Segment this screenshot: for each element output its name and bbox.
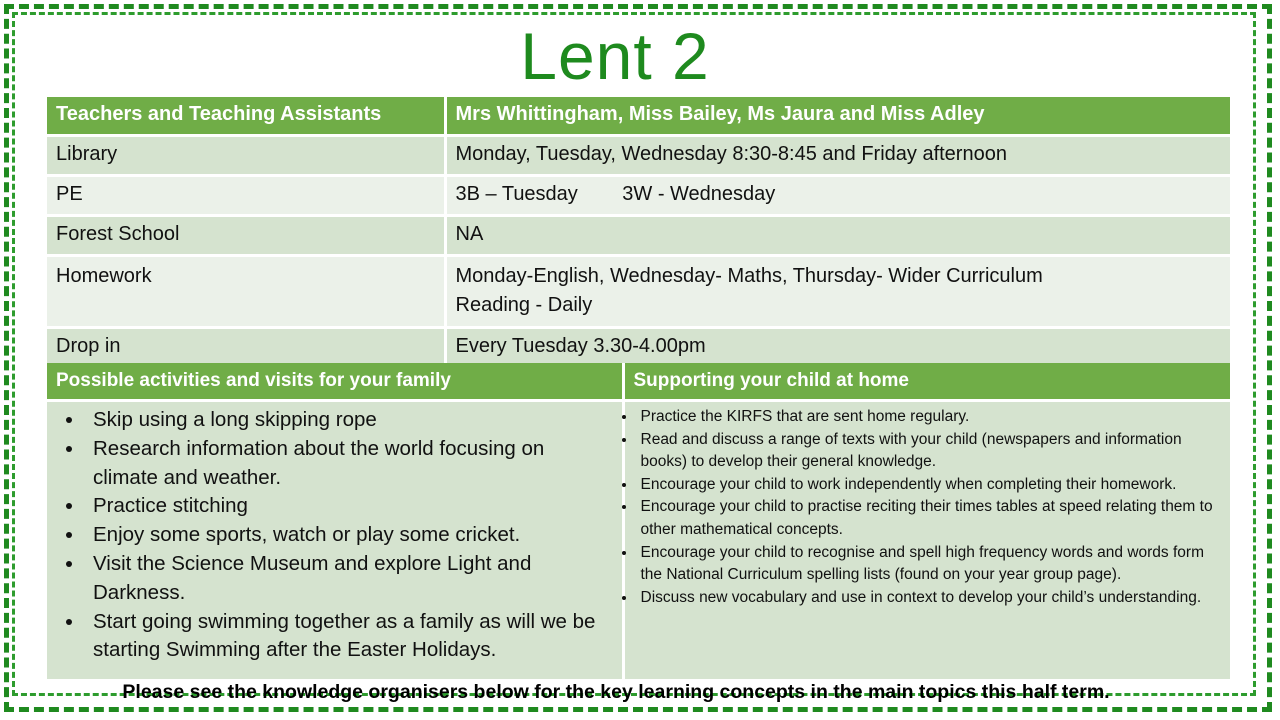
activities-cell: [47, 401, 623, 680]
page-title: Lent 2: [520, 19, 710, 93]
info-header-value: Mrs Whittingham, Miss Bailey, Ms Jaura and Miss Adley: [445, 97, 1232, 136]
list-item: • Skip using a long skipping rope: [85, 406, 614, 435]
list-item: • Discuss new vocabulary and use in context to develop your child’s understanding.: [637, 587, 1223, 610]
row-value-pe: 3B – Tuesday 3W - Wednesday: [445, 176, 1232, 216]
list-item: • Practice the KIRFS that are sent home regulary.: [637, 406, 1223, 429]
table-row: [47, 176, 1232, 216]
row-value-homework: [445, 256, 1232, 328]
list-item: • Encourage your child to work independently when completing their homework.: [637, 474, 1223, 497]
homework-line-2: Reading - Daily: [455, 294, 593, 316]
table-row: [47, 328, 1232, 368]
row-label-pe: PE: [47, 176, 445, 216]
footer-note: Please see the knowledge organisers below for the key learning concepts in the main topics this half term.: [122, 681, 1110, 703]
support-list: [633, 406, 1223, 609]
list-item: • Enjoy some sports, watch or play some cricket.: [85, 521, 614, 550]
activities-list: [55, 406, 614, 665]
homework-line-1: Monday-English, Wednesday- Maths, Thursday- Wider Curriculum: [455, 265, 1043, 287]
list-item: • Read and discuss a range of texts with your child (newspapers and information books) to develop their general knowledge.: [637, 429, 1223, 474]
list-item: • Research information about the world focusing on climate and weather.: [85, 435, 614, 493]
list-item: • Visit the Science Museum and explore Light and Darkness.: [85, 550, 614, 608]
info-table: [47, 97, 1233, 369]
row-value-forest-school: NA: [445, 216, 1232, 256]
info-header-row: [47, 97, 1232, 136]
row-label-drop-in: Drop in: [47, 328, 445, 368]
row-label-homework: Homework: [47, 256, 445, 328]
list-item: • Encourage your child to practise reciting their times tables at speed relating them to other mathematical concepts.: [637, 496, 1223, 541]
list-item: • Encourage your child to recognise and spell high frequency words and words form the National Curriculum spelling lists (found on your year group page).: [637, 542, 1223, 587]
support-cell: [623, 401, 1232, 680]
row-label-forest-school: Forest School: [47, 216, 445, 256]
row-value-drop-in: Every Tuesday 3.30-4.00pm: [445, 328, 1232, 368]
activities-heading: Possible activities and visits for your family: [47, 363, 623, 401]
row-label-library: Library: [47, 136, 445, 176]
list-item: • Start going swimming together as a family as will we be starting Swimming after the Easter Holidays.: [85, 608, 614, 666]
activities-support-table: [47, 363, 1233, 679]
table-row: [47, 136, 1232, 176]
table-row: [47, 216, 1232, 256]
list-item: • Practice stitching: [85, 492, 614, 521]
table-row: [47, 256, 1232, 328]
row-value-library: Monday, Tuesday, Wednesday 8:30-8:45 and Friday afternoon: [445, 136, 1232, 176]
support-heading: Supporting your child at home: [623, 363, 1232, 401]
info-header-label: Teachers and Teaching Assistants: [47, 97, 445, 136]
